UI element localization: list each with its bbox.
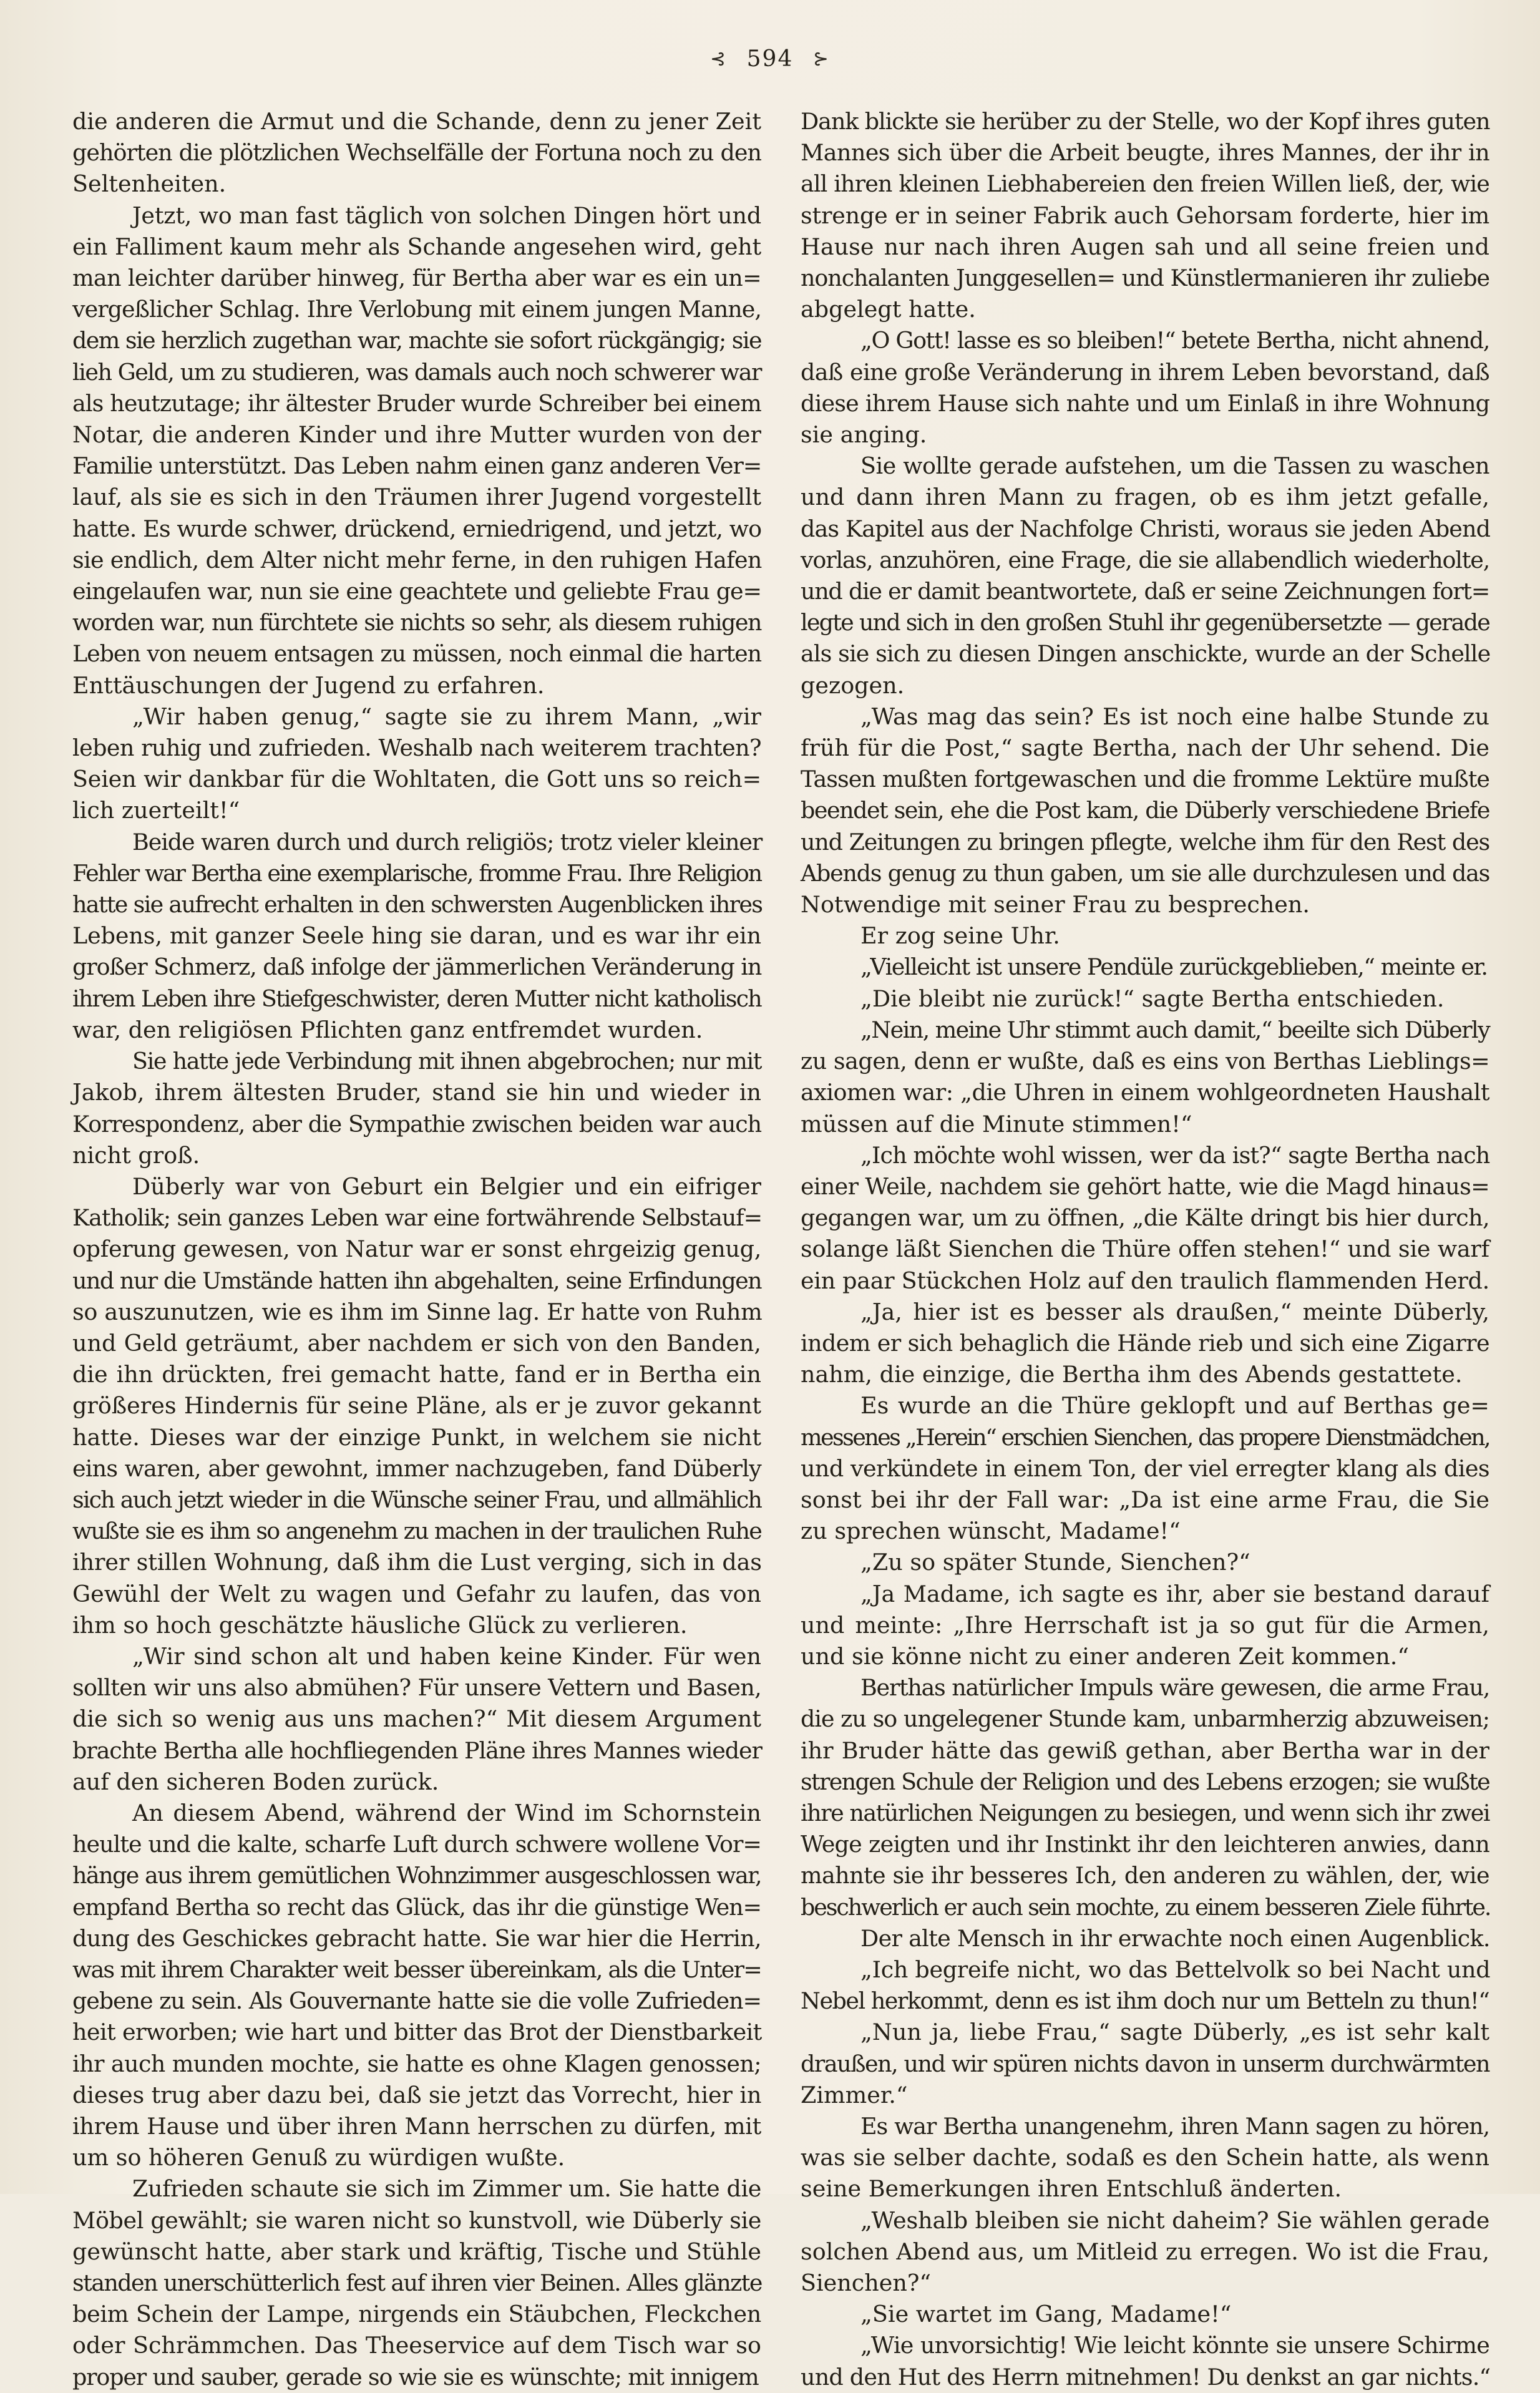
text-line: ihm so hoch geschätzte häusliche Glück zu verlieren. xyxy=(72,1611,688,1639)
text-line: worden war, nun fürchtete sie nichts so sehr, als diesem ruhigen xyxy=(72,609,761,636)
text-line: Familie unterstützt. Das Leben nahm einen ganz anderen Ver= xyxy=(72,452,762,480)
text-line: Korrespondenz, aber die Sympathie zwischen beiden war auch xyxy=(72,1110,761,1138)
text-line: Möbel gewählt; sie waren nicht so kunstvoll, wie Düberly sie xyxy=(72,2206,761,2234)
paragraph xyxy=(72,2173,761,2392)
text-line: Tassen mußten fortgewaschen und die fromme Lektüre mußte xyxy=(801,766,1489,793)
paragraph xyxy=(801,2111,1489,2205)
paragraph xyxy=(801,1297,1489,1391)
text-line: strengen Schule der Religion und des Lebens erzogen; sie wußte xyxy=(801,1768,1489,1795)
text-line: An diesem Abend, während der Wind im Schornstein xyxy=(132,1799,761,1826)
text-line: auf den sicheren Boden zurück. xyxy=(72,1768,439,1795)
text-line: „Nein, meine Uhr stimmt auch damit,“ beeilte sich Düberly xyxy=(860,1016,1490,1043)
ornament-right-icon: ⊱ xyxy=(812,48,830,70)
text-line: und Zeitungen zu bringen pflegte, welche ihm für den Rest des xyxy=(801,828,1489,855)
text-line: brachte Bertha alle hochfliegenden Pläne ihres Mannes wieder xyxy=(72,1737,762,1764)
text-line: Düberly war von Geburt ein Belgier und ein eifriger xyxy=(132,1172,761,1200)
text-line: solange läßt Sienchen die Thüre offen stehen!“ und sie warf xyxy=(801,1235,1489,1263)
paragraph xyxy=(801,983,1489,1015)
text-line: beendet sein, ehe die Post kam, die Düberly verschiedene Briefe xyxy=(801,797,1489,824)
paragraph xyxy=(801,701,1489,920)
text-line: Gewühl der Welt zu wagen und Gefahr zu laufen, das von xyxy=(72,1580,761,1607)
text-line: und verkündete in einem Ton, der viel erregter klang als dies xyxy=(801,1455,1489,1482)
text-line: beschwerlich er auch sein mochte, zu einem besseren Ziele führte. xyxy=(801,1893,1491,1921)
paragraph xyxy=(801,952,1489,983)
text-line: Hause nur nach ihren Augen sah und all seine freien und xyxy=(801,233,1489,260)
text-line: draußen, und wir spüren nichts davon in unserm durchwärmten xyxy=(801,2050,1489,2077)
text-line: strenge er in seiner Fabrik auch Gehorsam forderte, hier im xyxy=(801,202,1489,229)
text-line: leben ruhig und zufrieden. Weshalb nach weiterem trachten? xyxy=(72,734,761,762)
text-line: indem er sich behaglich die Hände rieb und sich eine Zigarre xyxy=(801,1329,1489,1357)
text-line: eins waren, aber gewohnt, immer nachzugeben, fand Düberly xyxy=(72,1455,761,1482)
text-line: und meinte: „Ihre Herrschaft ist ja so gut für die Armen, xyxy=(801,1611,1489,1639)
text-line: so auszunutzen, wie es ihm im Sinne lag. Er hatte von Ruhm xyxy=(72,1298,763,1325)
right-column xyxy=(801,106,1491,2391)
text-line: Zimmer.“ xyxy=(801,2081,908,2108)
paragraph xyxy=(72,1171,761,1641)
text-line: Notar, die anderen Kinder und ihre Mutter wurden von der xyxy=(72,421,761,449)
text-line: proper und sauber, gerade so wie sie es wünschte; mit innigem xyxy=(72,2363,759,2391)
text-line: und sie könne nicht zu einer anderen Zeit kommen.“ xyxy=(801,1642,1410,1670)
text-line: gehörten die plötzlichen Wechselfälle der Fortuna noch zu den xyxy=(72,139,761,167)
text-line: Nebel herkommt, denn es ist ihm doch nur um Betteln zu thun!“ xyxy=(801,1987,1489,2015)
paragraph xyxy=(801,1390,1489,1547)
text-line: „Die bleibt nie zurück!“ sagte Bertha entschieden. xyxy=(860,985,1445,1012)
text-line: opferung gewesen, von Natur war er sonst ehrgeizig genug, xyxy=(72,1235,761,1263)
text-line: Zufrieden schaute sie sich im Zimmer um. Sie hatte die xyxy=(132,2175,761,2203)
text-line: als heutzutage; ihr ältester Bruder wurde Schreiber bei einem xyxy=(72,389,761,417)
text-line: all ihren kleinen Liebhabereien den freien Willen ließ, der, wie xyxy=(801,170,1489,198)
text-line: diese ihrem Hause sich nahte und um Einlaß in ihre Wohnung xyxy=(801,389,1490,417)
text-line: Sie hatte jede Verbindung mit ihnen abgebrochen; nur mit xyxy=(132,1048,761,1075)
paragraph xyxy=(801,1015,1489,1140)
text-line: und die er damit beantwortete, daß er seine Zeichnungen fort= xyxy=(801,578,1489,605)
text-line: Mannes sich über die Arbeit beugte, ihres Mannes, der ihr in xyxy=(801,139,1489,167)
text-line: „Weshalb bleiben sie nicht daheim? Sie wählen gerade xyxy=(860,2206,1490,2234)
paragraph xyxy=(801,920,1489,952)
text-line: legte und sich in den großen Stuhl ihr gegenübersetzte — gerade xyxy=(801,609,1489,636)
text-line: ihrem Hause und über ihren Mann herrschen zu dürfen, mit xyxy=(72,2113,761,2140)
text-line: hatte sie aufrecht erhalten in den schwersten Augenblicken ihres xyxy=(72,891,763,919)
text-line: als sie sich zu diesen Dingen anschickte, wurde an der Schelle xyxy=(801,640,1491,668)
text-line: früh für die Post,“ sagte Bertha, nach der Uhr sehend. Die xyxy=(801,734,1489,762)
text-line: nicht groß. xyxy=(72,1141,200,1169)
text-line: daß eine große Veränderung in ihrem Leben bevorstand, daß xyxy=(801,358,1489,386)
text-line: was mit ihrem Charakter weit besser übereinkam, als die Unter= xyxy=(72,1956,761,1983)
text-line: zu sagen, denn er wußte, daß es eins von Berthas Lieblings= xyxy=(801,1048,1490,1075)
text-line: Sie wollte gerade aufstehen, um die Tassen zu waschen xyxy=(860,452,1489,480)
text-line: ein paar Stückchen Holz auf den traulich flammenden Herd. xyxy=(801,1267,1489,1294)
text-line: eingelaufen war, nun sie eine geachtete und geliebte Frau ge= xyxy=(72,578,761,605)
text-line: vorlas, anzuhören, eine Frage, die sie allabendlich wiederholte, xyxy=(801,546,1489,573)
text-line: mahnte sie ihr besseres Ich, den anderen zu wählen, der, wie xyxy=(801,1862,1489,1889)
text-line: ihr auch munden mochte, sie hatte es ohne Klagen genossen; xyxy=(72,2050,761,2077)
text-line: Jetzt, wo man fast täglich von solchen Dingen hört und xyxy=(132,202,761,229)
text-line: wußte sie es ihm so angenehm zu machen in der traulichen Ruhe xyxy=(72,1518,761,1545)
text-line: ein Falliment kaum mehr als Schande angesehen wird, geht xyxy=(72,233,761,260)
text-line: axiomen war: „die Uhren in einem wohlgeordneten Haushalt xyxy=(801,1079,1489,1106)
text-line: die ihn drückten, frei gemacht hatte, fand er in Bertha ein xyxy=(72,1361,761,1388)
text-line: müssen auf die Minute stimmen!“ xyxy=(801,1110,1192,1138)
text-line: gebene zu sein. Als Gouvernante hatte sie die volle Zufrieden= xyxy=(72,1987,761,2015)
text-line: dung des Geschickes gebracht hatte. Sie war hier die Herrin, xyxy=(72,1924,761,1952)
text-line: Enttäuschungen der Jugend zu erfahren. xyxy=(72,671,545,699)
text-line: heit erworben; wie hart und bitter das Brot der Dienstbarkeit xyxy=(72,2019,762,2046)
text-line: Jakob, ihrem ältesten Bruder, stand sie hin und wieder in xyxy=(72,1079,761,1106)
text-line: und dann ihren Mann zu fragen, ob es ihm jetzt gefalle, xyxy=(801,484,1489,511)
text-line: empfand Bertha so recht das Glück, das ihr die günstige Wen= xyxy=(72,1893,761,1921)
paragraph xyxy=(72,200,761,701)
text-line: lieh Geld, um zu studieren, was damals auch noch schwerer war xyxy=(72,358,761,386)
text-line: „Ja Madame, ich sagte es ihr, aber sie bestand darauf xyxy=(860,1580,1489,1607)
paragraph xyxy=(801,1579,1489,1673)
text-line: ihre natürlichen Neigungen zu besiegen, und wenn sich ihr zwei xyxy=(801,1799,1489,1826)
text-line: gezogen. xyxy=(801,671,905,699)
text-line: und nur die Umstände hatten ihn abgehalten, seine Erfindungen xyxy=(72,1267,761,1294)
text-line: Lebens, mit ganzer Seele hing sie daran, und es war ihr ein xyxy=(72,922,761,950)
paragraph xyxy=(72,1798,761,2173)
text-line: „Wir sind schon alt und haben keine Kinder. Für wen xyxy=(132,1642,761,1670)
text-line: oder Schrämmchen. Das Theeservice auf dem Tisch war so xyxy=(72,2332,761,2359)
text-line: Beide waren durch und durch religiös; trotz vieler kleiner xyxy=(132,828,763,855)
paragraph xyxy=(801,2299,1489,2330)
text-line: Leben von neuem entsagen zu müssen, noch einmal die harten xyxy=(72,640,761,668)
text-line: standen unerschütterlich fest auf ihren vier Beinen. Alles glänzte xyxy=(72,2269,762,2297)
text-line: ihrer stillen Wohnung, daß ihm die Lust verging, sich in das xyxy=(72,1549,762,1576)
text-line: „Was mag das sein? Es ist noch eine halbe Stunde zu xyxy=(860,703,1489,730)
text-line: Katholik; sein ganzes Leben war eine fortwährende Selbstauf= xyxy=(72,1204,763,1232)
text-line: die anderen die Armut und die Schande, denn zu jener Zeit xyxy=(72,108,761,135)
text-line: um so höheren Genuß zu würdigen wußte. xyxy=(72,2144,565,2171)
text-line: solchen Abend aus, um Mitleid zu erregen. Wo ist die Frau, xyxy=(801,2238,1489,2265)
text-line: vergeßlicher Schlag. Ihre Verlobung mit einem jungen Manne, xyxy=(72,296,761,323)
text-line: hänge aus ihrem gemütlichen Wohnzimmer ausgeschlossen war, xyxy=(72,1862,761,1889)
text-line: „O Gott! lasse es so bleiben!“ betete Bertha, nicht ahnend, xyxy=(860,327,1489,354)
text-line: „Zu so später Stunde, Sienchen?“ xyxy=(860,1549,1250,1576)
text-line: die zu so ungelegener Stunde kam, unbarmherzig abzuweisen; xyxy=(801,1705,1489,1733)
text-line: sie endlich, dem Alter nicht mehr ferne, in den ruhigen Hafen xyxy=(72,546,762,573)
paragraph xyxy=(801,2330,1489,2392)
text-line: Er zog seine Uhr. xyxy=(860,922,1060,950)
text-line: dem sie herzlich zugethan war, machte sie sofort rückgängig; sie xyxy=(72,327,761,354)
text-line: „Ich begreife nicht, wo das Bettelvolk so bei Nacht und xyxy=(860,1956,1491,1983)
text-line: sich auch jetzt wieder in die Wünsche seiner Frau, und allmählich xyxy=(72,1486,761,1513)
text-line: Notwendige mit seiner Frau zu besprechen. xyxy=(801,891,1310,919)
page-header xyxy=(0,36,1540,80)
text-line: ihr Bruder hätte das gewiß gethan, aber Bertha war in der xyxy=(801,1737,1489,1764)
paragraph xyxy=(801,1923,1489,1954)
page-number: 594 xyxy=(746,46,794,72)
text-line: großer Schmerz, daß infolge der jämmerlichen Veränderung in xyxy=(72,953,762,981)
paragraph xyxy=(801,1547,1489,1578)
paragraph xyxy=(801,2205,1489,2299)
text-line: war, den religiösen Pflichten ganz entfremdet wurden. xyxy=(72,1016,703,1043)
text-line: ihrem Leben ihre Stiefgeschwister, deren Mutter nicht katholisch xyxy=(72,985,761,1012)
text-line: Es war Bertha unangenehm, ihren Mann sagen zu hören, xyxy=(860,2113,1489,2140)
paragraph xyxy=(72,701,761,827)
text-line: „Vielleicht ist unsere Pendüle zurückgeblieben,“ meinte er. xyxy=(860,953,1488,981)
paragraph xyxy=(72,1046,761,1171)
text-line: Seltenheiten. xyxy=(72,170,227,198)
text-line: nahm, die einzige, die Bertha ihm des Abends gestattete. xyxy=(801,1361,1463,1388)
text-line: hatte. Dieses war der einzige Punkt, in welchem sie nicht xyxy=(72,1423,761,1451)
paragraph xyxy=(72,827,761,1046)
text-line: Berthas natürlicher Impuls wäre gewesen, die arme Frau, xyxy=(860,1674,1489,1702)
paragraph xyxy=(801,451,1489,701)
text-line: Wege zeigten und ihr Instinkt ihr den leichteren anwies, dann xyxy=(801,1831,1489,1858)
text-line: nonchalanten Junggesellen= und Künstlermanieren ihr zuliebe xyxy=(801,265,1489,292)
paragraph xyxy=(72,106,761,200)
text-line: abgelegt hatte. xyxy=(801,296,976,323)
text-line: sollten wir uns also abmühen? Für unsere Vettern und Basen, xyxy=(72,1674,761,1702)
paragraph xyxy=(72,1641,761,1798)
text-line: Abends genug zu thun gaben, um sie alle durchzulesen und das xyxy=(801,859,1489,887)
ornament-left-icon: ⊰ xyxy=(710,48,728,70)
paragraph xyxy=(801,1672,1489,1923)
text-line: Dank blickte sie herüber zu der Stelle, wo der Kopf ihres guten xyxy=(801,108,1490,135)
text-line: sie anging. xyxy=(801,421,927,449)
text-line: die sich so wenig aus uns machen?“ Mit diesem Argument xyxy=(72,1705,761,1733)
text-line: beim Schein der Lampe, nirgends ein Stäubchen, Fleckchen xyxy=(72,2301,761,2328)
text-line: Seien wir dankbar für die Wohltaten, die Gott uns so reich= xyxy=(72,766,761,793)
text-line: gewünscht hatte, aber stark und kräftig, Tische und Stühle xyxy=(72,2238,761,2265)
text-line: „Ja, hier ist es besser als draußen,“ meinte Düberly, xyxy=(860,1298,1489,1325)
text-line: und den Hut des Herrn mitnehmen! Du denkst an gar nichts.“ xyxy=(801,2363,1491,2391)
text-line: man leichter darüber hinweg, für Bertha aber war es ein un= xyxy=(72,265,761,292)
text-line: messenes „Herein“ erschien Sienchen, das propere Dienstmädchen, xyxy=(801,1423,1489,1451)
paragraph xyxy=(801,1140,1489,1297)
paragraph xyxy=(801,1954,1489,2017)
text-line: Es wurde an die Thüre geklopft und auf Berthas ge= xyxy=(860,1392,1489,1420)
text-line: hatte. Es wurde schwer, drückend, erniedrigend, und jetzt, wo xyxy=(72,515,762,542)
text-line: gegangen war, um zu öffnen, „die Kälte dringt bis hier durch, xyxy=(801,1204,1490,1232)
paragraph xyxy=(801,2017,1489,2111)
paragraph xyxy=(801,106,1489,325)
text-line: Sienchen?“ xyxy=(801,2269,932,2297)
text-line: lich zuerteilt!“ xyxy=(72,797,240,824)
text-line: das Kapitel aus der Nachfolge Christi, woraus sie jeden Abend xyxy=(801,515,1491,542)
paragraph xyxy=(801,325,1489,451)
text-line: lauf, als sie es sich in den Träumen ihrer Jugend vorgestellt xyxy=(72,484,761,511)
text-line: Fehler war Bertha eine exemplarische, fromme Frau. Ihre Religion xyxy=(72,859,761,887)
text-line: „Wie unvorsichtig! Wie leicht könnte sie unsere Schirme xyxy=(860,2332,1489,2359)
text-line: größeres Hindernis für seine Pläne, als er je zuvor gekannt xyxy=(72,1392,761,1420)
text-line: Der alte Mensch in ihr erwachte noch einen Augenblick. xyxy=(860,1924,1490,1952)
text-line: einer Weile, nachdem sie gehört hatte, wie die Magd hinaus= xyxy=(801,1172,1489,1200)
text-line: heulte und die kalte, scharfe Luft durch schwere wollene Vor= xyxy=(72,1831,761,1858)
text-line: „Nun ja, liebe Frau,“ sagte Düberly, „es ist sehr kalt xyxy=(860,2019,1489,2046)
text-line: und Geld geträumt, aber nachdem er sich von den Banden, xyxy=(72,1329,761,1357)
text-line: „Wir haben genug,“ sagte sie zu ihrem Mann, „wir xyxy=(132,703,761,730)
text-line: „Sie wartet im Gang, Madame!“ xyxy=(860,2301,1232,2328)
text-line: was sie selber dachte, sodaß es den Schein hatte, als wenn xyxy=(801,2144,1489,2171)
text-line: zu sprechen wünscht, Madame!“ xyxy=(801,1518,1181,1545)
text-line: seine Bemerkungen ihren Entschluß änderten. xyxy=(801,2175,1342,2203)
text-line: dieses trug aber dazu bei, daß sie jetzt das Vorrecht, hier in xyxy=(72,2081,762,2108)
left-column xyxy=(72,106,763,2391)
text-line: sonst bei ihr der Fall war: „Da ist eine arme Frau, die Sie xyxy=(801,1486,1489,1513)
text-line: „Ich möchte wohl wissen, wer da ist?“ sagte Bertha nach xyxy=(860,1141,1490,1169)
